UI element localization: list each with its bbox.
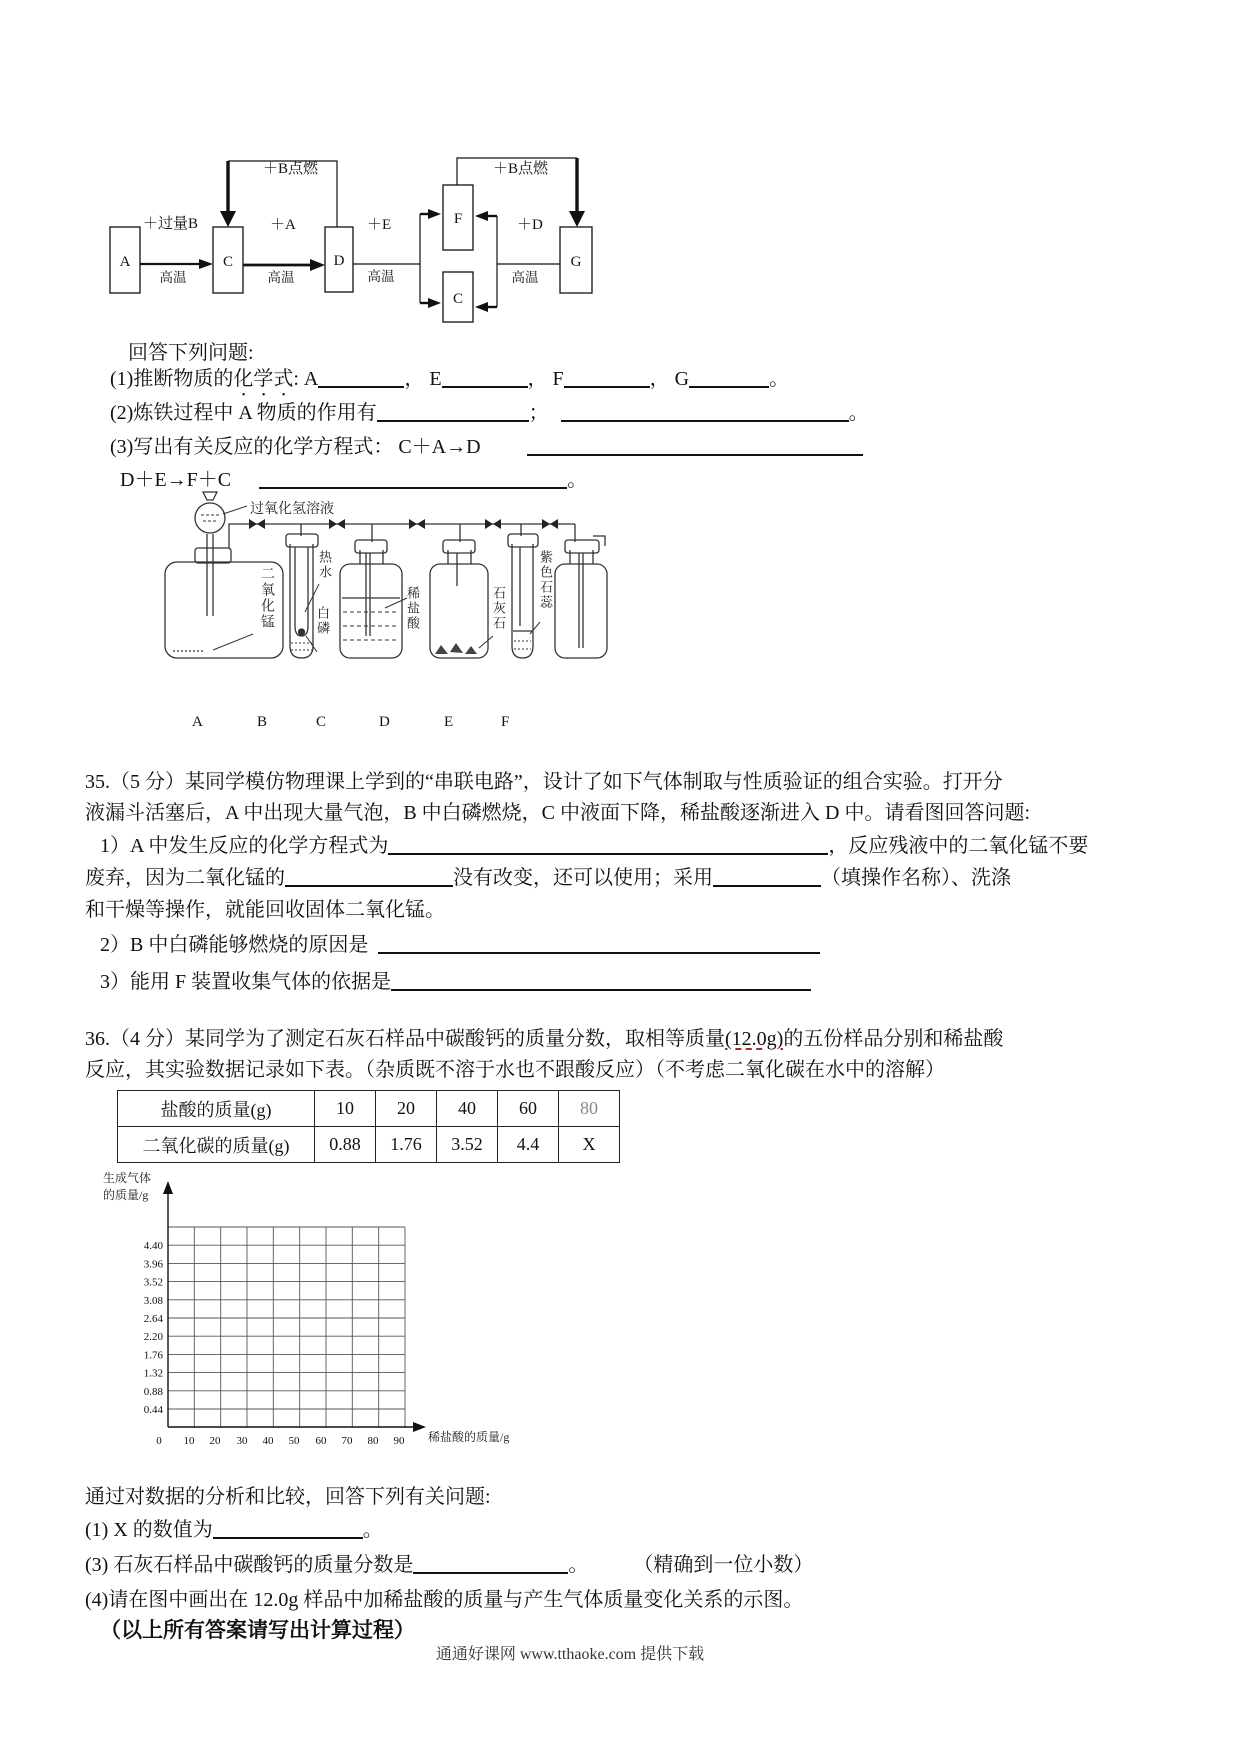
x-tick: 90 <box>393 1435 405 1447</box>
label-plus-a: ＋A <box>270 217 296 233</box>
label-plus-excess-b: ＋过量B <box>143 216 199 232</box>
apparatus-letter-a: A <box>192 714 203 730</box>
valve-2 <box>329 519 345 529</box>
q34-line2-pre: (2)炼铁过程中 A 物质的作用有 <box>110 402 377 424</box>
site-footer: 通通好课网 www.tthaoke.com 提供下载 <box>435 1646 705 1663</box>
y-tick: 3.52 <box>143 1276 163 1289</box>
y-tick: 2.20 <box>143 1331 163 1344</box>
bottle-c-hcl <box>340 540 407 658</box>
closing-q1-end: 。 <box>362 1519 383 1541</box>
x-tick: 80 <box>367 1435 379 1447</box>
q35-part1-line1 <box>100 829 1088 858</box>
q35-part2-pre: 2）B 中白磷能够燃烧的原因是 <box>100 934 369 956</box>
label-high-temp-1: 高温 <box>159 270 187 285</box>
label-limestone: 石灰石 <box>491 586 506 631</box>
box-f-label: F <box>453 211 463 227</box>
arrow-right-to-f <box>475 211 497 221</box>
table-cell: 0.88 <box>315 1127 376 1163</box>
box-c1-label: C <box>222 254 234 270</box>
closing-q3-end: 。 <box>568 1554 589 1576</box>
y-tick: 3.96 <box>143 1258 163 1271</box>
table-header-co2: 二氧化碳的质量(g) <box>118 1127 315 1163</box>
dropping-funnel <box>195 503 225 533</box>
label-h2o2-solution: 过氧化氢溶液 <box>250 502 334 517</box>
q34-prompt: 回答下列问题: <box>128 342 254 364</box>
answer-blank <box>388 833 828 855</box>
answer-blank <box>377 400 529 422</box>
label-plus-d: ＋D <box>517 217 543 233</box>
box-a-label: A <box>119 254 131 270</box>
q34-line1-pre: (1)推断物质的 <box>110 368 234 390</box>
q34-line4-pre: D＋E→F＋C <box>120 469 232 491</box>
q35-intro-line2: 液漏斗活塞后，A 中出现大量气泡，B 中白磷燃烧，C 中液面下降，稀盐酸逐渐进入 D 中。请看图回答问题: <box>85 802 1031 824</box>
q34-line1-end: 。 <box>769 368 790 390</box>
closing-note-bold: （以上所有答案请写出计算过程） <box>100 1618 415 1642</box>
arrow-junction-to-f <box>420 209 441 219</box>
q35-part1-pre: 1）A 中发生反应的化学方程式为 <box>100 835 389 857</box>
closing-q3-pre: (3) 石灰石样品中碳酸钙的质量分数是 <box>85 1554 414 1576</box>
q34-line3 <box>110 430 863 459</box>
closing-q3-note: （精确到一位小数） <box>643 1554 814 1576</box>
q34-line1-sep3: ， G <box>649 368 690 390</box>
y-axis-arrow <box>163 1181 173 1194</box>
box-c2-label: C <box>452 291 464 307</box>
table-header-hcl: 盐酸的质量(g) <box>118 1091 315 1127</box>
q34-line2-end: 。 <box>848 402 869 424</box>
q35-part1b-pre: 废弃，因为二氧化锰的 <box>85 867 285 889</box>
table-cell: 3.52 <box>437 1127 498 1163</box>
q35-part2 <box>100 928 820 957</box>
y-tick: 4.40 <box>143 1240 163 1253</box>
x-tick: 60 <box>315 1435 327 1447</box>
q35-part1b-end: （填操作名称）、洗涤 <box>821 867 1011 889</box>
x-tick: 10 <box>183 1435 195 1447</box>
answer-blank <box>413 1552 568 1574</box>
label-white-phosphorus: 白磷 <box>315 606 330 636</box>
table-cell: 20 <box>376 1091 437 1127</box>
q36-sample-mass: (12.0g) <box>725 1028 784 1050</box>
y-tick: 1.32 <box>143 1367 163 1380</box>
x-tick: 30 <box>236 1435 248 1447</box>
y-tick: 2.64 <box>143 1313 163 1325</box>
q34-line3-pre: (3)写出有关反应的化学方程式： C＋A→D <box>110 436 481 458</box>
label-plus-e: ＋E <box>367 217 392 233</box>
closing-q1 <box>85 1513 383 1542</box>
table-cell: 1.76 <box>376 1127 437 1163</box>
valve-4 <box>485 519 501 529</box>
answer-blank-a <box>318 366 404 388</box>
y-tick: 0.88 <box>143 1385 163 1398</box>
table-cell: 10 <box>315 1091 376 1127</box>
valve-3 <box>409 519 425 529</box>
apparatus-letter-b: B <box>257 714 268 730</box>
experiment-data-table <box>117 1090 620 1163</box>
q36-intro-line1 <box>85 1022 1003 1051</box>
closing-prompt: 通过对数据的分析和比较，回答下列有关问题: <box>85 1486 491 1508</box>
box-g-label: G <box>570 254 582 270</box>
label-dilute-hcl: 稀盐酸 <box>405 586 420 631</box>
bottle-d-limestone <box>430 540 493 658</box>
apparatus-letter-c: C <box>316 714 327 730</box>
q35-part1-mid: ，反应残液中的二氧化锰不要 <box>828 835 1089 857</box>
chart-xlabel: 稀盐酸的质量/g <box>428 1430 510 1444</box>
x-tick: 40 <box>262 1435 274 1447</box>
table-cell: 40 <box>437 1091 498 1127</box>
q34-line2 <box>110 396 869 425</box>
label-plus-b-ignite-left: ＋B点燃 <box>263 161 319 177</box>
x-tick: 50 <box>288 1435 300 1447</box>
x-axis-arrow <box>413 1422 426 1432</box>
label-hot-water: 热水 <box>317 550 332 580</box>
substance-flow-diagram <box>85 115 630 330</box>
gas-mass-chart <box>95 1163 565 1463</box>
closing-q4: (4)请在图中画出在 12.0g 样品中加稀盐酸的质量与产生气体质量变化关系的示图。 <box>85 1589 804 1611</box>
answer-blank <box>391 969 811 991</box>
table-row-co2 <box>118 1127 620 1163</box>
valve-1 <box>249 519 265 529</box>
chart-ylabel-line2: 的质量/g <box>103 1188 149 1202</box>
y-tick: 3.08 <box>143 1294 163 1307</box>
table-row-hcl <box>118 1091 620 1127</box>
y-tick: 0.44 <box>143 1404 163 1416</box>
tubing-main <box>229 524 575 548</box>
gas-apparatus-diagram <box>155 486 620 736</box>
apparatus-letter-d: D <box>379 714 390 730</box>
table-cell: 80 <box>559 1091 620 1127</box>
table-cell: 60 <box>498 1091 559 1127</box>
box-d-label: D <box>333 253 345 269</box>
label-high-temp-4: 高温 <box>511 270 539 285</box>
q34-line4-end: 。 <box>567 469 588 491</box>
arrow-a-to-c <box>140 259 213 269</box>
q35-part1b-mid: 没有改变，还可以使用；采用 <box>453 867 713 889</box>
answer-blank <box>285 865 453 887</box>
q34-line1-colon: : A <box>293 368 319 390</box>
closing-q3 <box>85 1548 813 1577</box>
table-cell: 4.4 <box>498 1127 559 1163</box>
q35-part3 <box>100 965 811 994</box>
x-tick: 0 <box>156 1435 162 1447</box>
x-tick: 70 <box>341 1435 353 1447</box>
label-mno2: 二氧化锰 <box>259 566 274 630</box>
arrow-right-to-c2 <box>475 302 497 312</box>
q35-part1-line3: 和干燥等操作，就能回收固体二氧化锰。 <box>85 899 445 921</box>
answer-blank <box>213 1517 363 1539</box>
q36-intro1-a: 36.（4 分）某同学为了测定石灰石样品中碳酸钙的质量分数，取相等质量 <box>85 1028 725 1050</box>
q36-intro1-c: 的五份样品分别和稀盐酸 <box>783 1028 1004 1050</box>
q36-intro-line2: 反应，其实验数据记录如下表。（杂质既不溶于水也不跟酸反应）（不考虑二氧化碳在水中的溶解） <box>85 1059 945 1081</box>
q34-line2-sep: ； <box>528 402 549 424</box>
x-tick: 20 <box>209 1435 221 1447</box>
answer-blank <box>527 434 863 456</box>
apparatus-letter-f: F <box>501 714 510 730</box>
q35-part1-line2 <box>85 861 1011 890</box>
y-tick: 1.76 <box>143 1349 163 1362</box>
label-purple-litmus: 紫色石蕊 <box>538 550 553 610</box>
label-high-temp-2: 高温 <box>267 270 295 285</box>
table-cell: X <box>559 1127 620 1163</box>
q35-intro-line1: 35.（5 分）某同学模仿物理课上学到的“串联电路”，设计了如下气体制取与性质验证的组合实验。打开分 <box>85 771 1003 793</box>
answer-blank-g <box>689 366 769 388</box>
q34-line1-sep1: ， E <box>404 368 442 390</box>
closing-q1-pre: (1) X 的数值为 <box>85 1519 213 1541</box>
answer-blank-f <box>564 366 650 388</box>
bottle-f-collection <box>555 536 607 658</box>
answer-blank <box>561 400 849 422</box>
q34-line1-emphasis: 化学式 <box>233 368 294 390</box>
answer-blank-e <box>442 366 528 388</box>
q35-part3-pre: 3）能用 F 装置收集气体的依据是 <box>100 971 392 993</box>
answer-blank <box>713 865 821 887</box>
arrow-junction-to-c2 <box>420 298 441 308</box>
chart-ylabel-line1: 生成气体 <box>103 1171 152 1185</box>
valve-5 <box>542 519 558 529</box>
q34-line1-sep2: ， F <box>527 368 564 390</box>
label-high-temp-3: 高温 <box>367 269 395 284</box>
apparatus-letter-e: E <box>444 714 454 730</box>
label-plus-b-ignite-right: ＋B点燃 <box>493 161 549 177</box>
answer-blank <box>378 932 820 954</box>
